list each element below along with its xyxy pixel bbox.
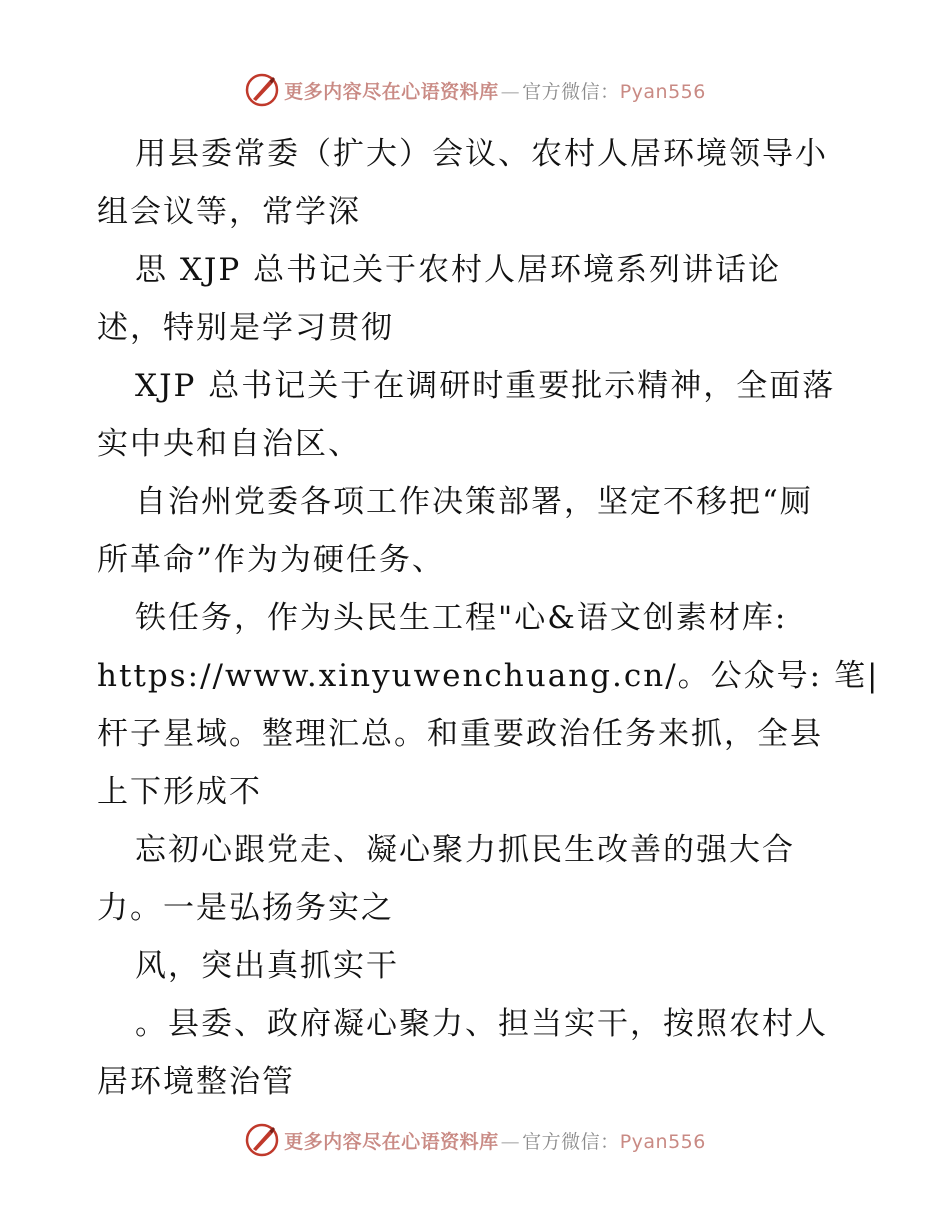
watermark-separator: — — [500, 80, 521, 103]
watermark-account: Pyan556 — [619, 1130, 706, 1153]
text-line: 。县委、政府凝心聚力、担当实干，按照农村人 — [135, 1006, 828, 1042]
watermark-text — [284, 1127, 706, 1154]
text-line: 用县委常委（扩大）会议、农村人居环境领导小 — [135, 136, 828, 172]
header-watermark — [0, 70, 950, 110]
watermark-account: Pyan556 — [619, 80, 706, 103]
text-line: 力。一是弘扬务实之 — [97, 890, 394, 926]
watermark-brand: 更多内容尽在心语资料库 — [284, 80, 499, 103]
text-line: 上下形成不 — [97, 774, 262, 810]
watermark-brand: 更多内容尽在心语资料库 — [284, 1130, 499, 1153]
text-line: XJP 总书记关于在调研时重要批示精神，全面落 — [135, 368, 836, 404]
text-line: 述，特别是学习贯彻 — [97, 310, 394, 346]
watermark-official-label: 官方微信： — [522, 1130, 620, 1153]
brand-logo-icon — [244, 1122, 280, 1158]
text-line: 居环境整治管 — [97, 1064, 295, 1100]
text-line: 实中央和自治区、 — [97, 426, 361, 462]
document-body — [97, 125, 880, 1111]
watermark-official-label: 官方微信： — [522, 80, 620, 103]
text-line: 铁任务，作为头民生工程"心&语文创素材库: — [135, 600, 788, 636]
text-line: 忘初心跟党走、凝心聚力抓民生改善的强大合 — [135, 832, 795, 868]
brand-logo-icon — [244, 72, 280, 108]
footer-watermark — [0, 1120, 950, 1160]
text-line: 风，突出真抓实干 — [135, 948, 399, 984]
text-line: 杆子星域。整理汇总。和重要政治任务来抓，全县 — [97, 716, 823, 752]
watermark-text — [284, 77, 706, 104]
text-line: https://www.xinyuwenchuang.cn/。公众号: 笔| — [97, 658, 880, 694]
watermark-separator: — — [500, 1130, 521, 1153]
text-line: 组会议等，常学深 — [97, 194, 361, 230]
text-line: 思 XJP 总书记关于农村人居环境系列讲话论 — [135, 252, 782, 288]
text-line: 自治州党委各项工作决策部署，坚定不移把“厕 — [135, 484, 813, 520]
text-line: 所革命”作为为硬任务、 — [97, 542, 445, 578]
